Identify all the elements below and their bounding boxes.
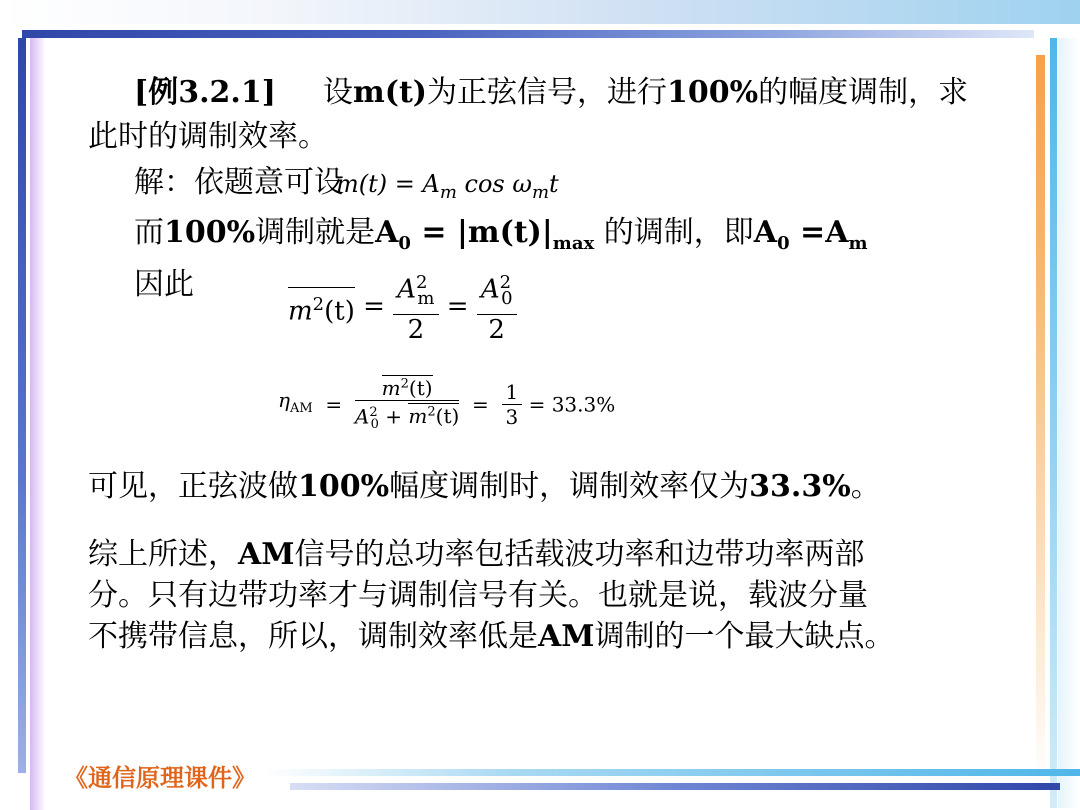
bottom-rule-dark [290, 783, 1060, 790]
right-orange-rule [1036, 55, 1045, 785]
equation-efficiency: $\eta_{AM}$ = $\frac{m^2(t)}{A^2_0 + m^2(t)}$ = $\frac{1}{3}$ = 33.3% [278, 372, 615, 437]
therefore-label: 因此 [134, 267, 194, 302]
top-rule [22, 30, 1034, 38]
right-blue-rule [1050, 38, 1057, 808]
course-footer: 《通信原理课件》 [64, 763, 256, 792]
equation-power: $m^2(t)$ = $\frac{A^2_m}{2}$ = $\frac{A^2_0}{2}$ [288, 268, 517, 345]
right-gradient-band [1058, 38, 1080, 808]
bottom-rule-light [265, 769, 1080, 776]
conclusion-line: 可见，正弦波做100%幅度调制时，调制效率仅为33.3%。 [88, 469, 881, 504]
example-label: [例3.2.1] [134, 75, 276, 110]
solution-line-2: 而100%调制就是$A_0 = |m(t)|_{max}$ 的调制，即$A_0 =A_m$ [134, 215, 868, 254]
summary-line-1: 综上所述，AM信号的总功率包括载波功率和边带功率两部 [88, 537, 865, 572]
summary-paragraph [88, 534, 894, 657]
left-gradient-band [30, 38, 46, 810]
example-line-2: 此时的调制效率。 [88, 119, 328, 154]
example-line-1: [例3.2.1] 设m(t)为正弦信号，进行100%的幅度调制，求 [134, 75, 969, 110]
top-gradient-band [0, 0, 1080, 24]
summary-line-3: 不携带信息，所以，调制效率低是AM调制的一个最大缺点。 [88, 619, 895, 654]
solution-formula: $m(t) = A_m$ $\cos \omega_mt$ [336, 170, 559, 203]
summary-line-2: 分。只有边带功率才与调制信号有关。也就是说，载波分量 [88, 578, 868, 613]
solution-line-1: 解：依题意可设$m(t) = A_m$ $\cos \omega_mt$ [134, 165, 559, 203]
left-rule [18, 38, 26, 773]
